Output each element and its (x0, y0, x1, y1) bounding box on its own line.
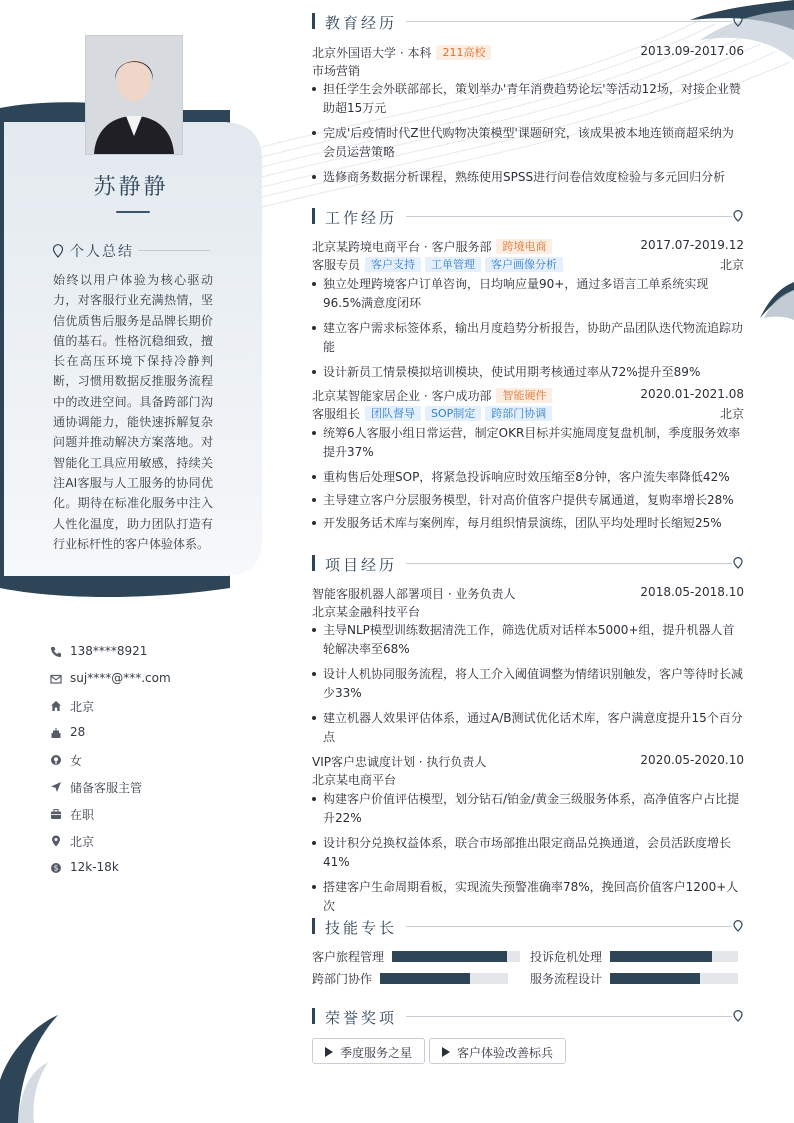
contact-residence: 北京 (50, 697, 230, 717)
pin-outline-icon (732, 14, 744, 28)
skill-name: 客户旅程管理 (312, 950, 385, 964)
work-2-header (312, 387, 744, 405)
skill-bar (312, 970, 508, 986)
list-item: 主导建立客户分层服务模型，针对高价值客户提供专属通道，复购率增长28% (312, 491, 744, 510)
cake-icon (50, 727, 62, 739)
section-title: 教育经历 (325, 14, 398, 32)
contact-expected-salary: $ 12k-18k (50, 859, 230, 879)
job-role: 客服专员 (312, 258, 361, 272)
work-city: 北京 (719, 407, 744, 421)
list-item: 选修商务数据分析课程，熟练使用SPSS进行问卷信效度检验与多元回归分析 (312, 168, 744, 187)
summary-heading-line (138, 250, 210, 251)
job-role: 客服组长 (312, 407, 361, 421)
list-item: 设计积分兑换权益体系，联合市场部推出限定商品兑换通道，会员活跃度增长41% (312, 834, 744, 872)
contact-age: 28 (50, 724, 230, 744)
summary-title: 个人总结 (70, 244, 134, 260)
list-item: 开发服务话术库与案例库，每月组织情景演练，团队平均处理时长缩短25% (312, 514, 744, 533)
play-triangle-icon (442, 1047, 450, 1057)
briefcase-icon (50, 808, 62, 820)
project-org: 北京某金融科技平台 (312, 605, 421, 619)
skill-name: 服务流程设计 (530, 972, 603, 986)
send-icon (50, 781, 62, 793)
education-major: 市场营销 (312, 64, 361, 78)
home-icon (50, 700, 62, 712)
education-header (312, 44, 744, 62)
contact-target-position: 储备客服主管 (50, 778, 230, 798)
list-item: 设计人机协同服务流程，将人工介入阈值调整为情绪识别触发，客户等待时长减少33% (312, 665, 744, 703)
name-divider (116, 211, 150, 213)
skill-tag: SOP制定 (425, 406, 481, 421)
play-triangle-icon (325, 1047, 333, 1057)
project-title: 智能客服机器人部署项目 · 业务负责人 (312, 587, 516, 601)
mail-icon (50, 673, 62, 685)
school-name: 北京外国语大学 · 本科 (312, 46, 432, 60)
list-item: 统筹6人客服小组日常运营，制定OKR目标并实施周度复盘机制，季度服务效率提升37% (312, 424, 744, 462)
work-1-header (312, 238, 744, 256)
skill-bar (530, 970, 738, 986)
contact-target-city: 北京 (50, 832, 230, 852)
salary-icon (50, 862, 62, 874)
candidate-name: 苏静静 (93, 175, 169, 200)
section-title: 项目经历 (325, 556, 398, 574)
skill-bar (312, 948, 520, 964)
list-item: 担任学生会外联部部长，策划举办'青年消费趋势论坛'等活动12场，对接企业赞助超15万元 (312, 80, 744, 118)
company-name: 北京某跨境电商平台 · 客户服务部 (312, 240, 492, 254)
project-2-header (312, 753, 744, 771)
list-item: 主导NLP模型训练数据清洗工作，筛选优质对话样本5000+组，提升机器人首轮解决率至68% (312, 621, 744, 659)
work-2-role-row (312, 405, 744, 423)
section-heading-work (312, 207, 744, 227)
svg-text:$: $ (53, 863, 59, 873)
contact-phone: 138****8921 (50, 643, 230, 663)
section-title: 工作经历 (325, 209, 398, 227)
pin-outline-icon (732, 919, 744, 933)
pin-outline-icon (732, 1009, 744, 1023)
list-item: 完成'后疫情时代Z世代购物决策模型'课题研究，该成果被本地连锁商超采纳为会员运营策略 (312, 124, 744, 162)
project-title: VIP客户忠诚度计划 · 执行负责人 (312, 755, 487, 769)
list-item: 设计新员工情景模拟培训模块，使试用期考核通过率从72%提升至89% (312, 363, 744, 382)
list-item: 搭建客户生命周期看板，实现流失预警准确率78%，挽回高价值客户1200+人次 (312, 878, 744, 916)
gender-icon (50, 754, 62, 766)
contact-job-status: 在职 (50, 805, 230, 825)
contact-gender: 女 (50, 751, 230, 771)
company-name: 北京某智能家居企业 · 客户成功部 (312, 389, 492, 403)
work-dates: 2020.01-2021.08 (640, 387, 744, 401)
section-heading-projects (312, 554, 744, 574)
section-heading-skills (312, 917, 744, 937)
project-1-header (312, 585, 744, 603)
skill-name: 跨部门协作 (312, 972, 373, 986)
section-heading-awards (312, 1007, 744, 1027)
skill-tag: 客户画像分析 (485, 257, 563, 272)
work-city: 北京 (719, 258, 744, 272)
summary-text: 始终以用户体验为核心驱动力，对客服行业充满热情，坚信优质售后服务是品牌长期价值的基石。性格沉稳细致，擅长在高压环境下保持冷静判断，习惯用数据反推服务流程中的改进空间。具备跨部门沟通协调能力，能快速拆解复杂问题并推动解决方案落地。对智能化工具应用敏感，持续关注AI客服与人工服务的协同优化。期待在标准化服务中注入人性化温度，助力团队打造有行业标杆性的客户体验体系。 (53, 273, 213, 551)
skill-bar (530, 948, 738, 964)
summary-heading (52, 241, 212, 261)
contact-email: suj****@***.com (50, 670, 230, 690)
section-title: 技能专长 (325, 919, 398, 937)
project-dates: 2018.05-2018.10 (640, 585, 744, 599)
industry-tag: 智能硬件 (496, 388, 552, 403)
section-title: 荣誉奖项 (325, 1009, 398, 1027)
pin-outline-icon (52, 244, 64, 258)
work-1-role-row (312, 256, 744, 274)
skill-tag: 团队督导 (365, 406, 421, 421)
profile-photo (85, 35, 183, 155)
project-org: 北京某电商平台 (312, 773, 397, 787)
skill-tag: 跨部门协调 (485, 406, 552, 421)
school-tag: 211高校 (436, 45, 491, 60)
skill-tag: 客户支持 (365, 257, 421, 272)
award-badge: 客户体验改善标兵 (429, 1038, 566, 1064)
list-item: 建立客户需求标签体系，输出月度趋势分析报告，协助产品团队迭代物流追踪功能 (312, 319, 744, 357)
pin-outline-icon (732, 209, 744, 223)
award-badge: 季度服务之星 (312, 1038, 425, 1064)
skill-tag: 工单管理 (425, 257, 481, 272)
project-dates: 2020.05-2020.10 (640, 753, 744, 767)
education-dates: 2013.09-2017.06 (640, 44, 744, 58)
work-dates: 2017.07-2019.12 (640, 238, 744, 252)
person-silhouette-icon (86, 36, 182, 154)
section-heading-education (312, 12, 744, 32)
pin-outline-icon (732, 556, 744, 570)
phone-icon (50, 646, 62, 658)
list-item: 建立机器人效果评估体系，通过A/B测试优化话术库，客户满意度提升15个百分点 (312, 709, 744, 747)
location-pin-icon (50, 835, 62, 847)
list-item: 独立处理跨境客户订单咨询，日均响应量90+，通过多语言工单系统实现96.5%满意度闭环 (312, 275, 744, 313)
list-item: 构建客户价值评估模型，划分钻石/铂金/黄金三级服务体系，高净值客户占比提升22% (312, 790, 744, 828)
skill-name: 投诉危机处理 (530, 950, 603, 964)
industry-tag: 跨境电商 (496, 239, 552, 254)
list-item: 重构售后处理SOP，将紧急投诉响应时效压缩至8分钟，客户流失率降低42% (312, 468, 744, 487)
